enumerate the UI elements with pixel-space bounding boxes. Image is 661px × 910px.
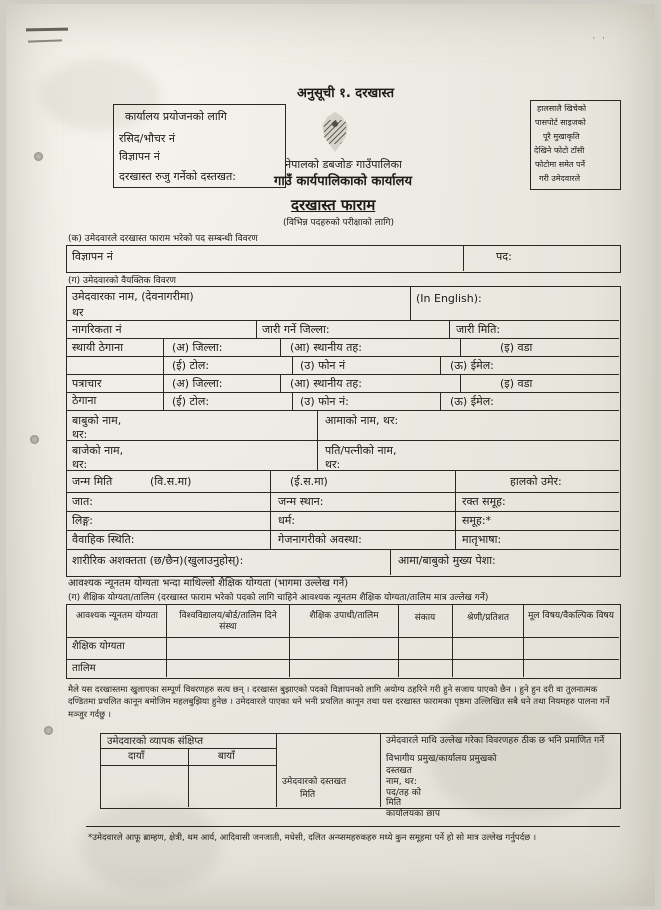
row-divider-dob <box>66 492 619 493</box>
grandfather-name-label: बाजेको नाम, <box>72 444 124 457</box>
parents-occupation-label: आमा/बाबुको मुख्य पेशा: <box>398 554 496 567</box>
current-age-label: हालको उमेर: <box>510 475 562 488</box>
verification-office-seal: कार्यालयका छाप <box>386 809 440 819</box>
col-divider-perm-d <box>440 356 441 374</box>
section-c-label: (ग) शैक्षिक योग्यता/तालिम (दरखास्त फाराम भरेको पदको लागि चाहिने आवश्यक न्यूनतम शैक्षिक योग्यता/तालिम मात्र उल्लेख गर्ने) <box>68 593 489 603</box>
fingerprint-left-label: बायाँ <box>218 751 235 762</box>
candidate-name-label: उमेदवारका नाम, (देवनागरीमा) <box>72 290 194 303</box>
spouse-name-label: पति/पत्नीको नाम, <box>325 444 397 457</box>
row-divider-corr-2 <box>66 410 619 411</box>
permanent-address-label: स्थायी ठेगाना <box>72 341 124 354</box>
section-a-label: (क) उमेदवारले दरखास्त फाराम भरेको पद सम्बन्धी विवरण <box>68 234 258 244</box>
dob-bs-label: जन्म मिति <box>72 475 113 488</box>
edu-header-faculty: संकाय <box>414 613 436 623</box>
corr-tole-label: (ई) टोल: <box>172 395 210 408</box>
group-label: समूह:* <box>462 514 492 527</box>
perm-district-label: (अ) जिल्ला: <box>172 341 223 354</box>
row-divider-perm-2 <box>66 374 619 375</box>
post-label: पद: <box>496 250 512 263</box>
edu-row-qualification: शैक्षिक योग्यता <box>72 641 125 652</box>
col-divider-corr-left <box>163 374 164 410</box>
row-divider-corr-1 <box>66 392 619 393</box>
form-title: दरखास्त फाराम <box>291 196 376 214</box>
row-divider-marital <box>66 549 619 550</box>
row-divider-caste <box>66 511 619 512</box>
perm-ward-label: (इ) वडा <box>500 341 533 354</box>
min-qualification-note: आवश्यक न्यूनतम योग्यता भन्दा माथिल्लो शैक्षिक योग्यता (भागमा उल्लेख गर्ने) <box>68 578 349 589</box>
row-divider-citizenship <box>66 338 619 339</box>
candidate-thar-label: थर <box>72 306 84 319</box>
col-divider-perm-c <box>292 356 293 374</box>
col-divider-dob-2 <box>455 470 456 492</box>
col-divider-cz-1 <box>256 320 257 338</box>
mother-tongue-label: मातृभाषा: <box>462 533 502 546</box>
footer-col-divider <box>380 733 381 807</box>
row-divider-perm-1 <box>66 356 619 357</box>
fingerprint-title: उमेदवारको व्यापक संक्षिप्त <box>107 736 204 747</box>
photo-box-line-4: देखिने फोटो टाँसी <box>534 146 585 155</box>
dob-ad-label: (ई.स.मा) <box>290 475 328 488</box>
gender-label: लिङ्ग: <box>72 514 93 527</box>
verification-date: मिति <box>386 798 402 808</box>
col-divider-perm-b <box>460 338 461 356</box>
edu-col-5 <box>523 604 524 677</box>
advert-no-label: विज्ञापन नं <box>72 250 113 263</box>
corr-phone-label: (उ) फोन नं: <box>300 395 349 408</box>
corr-ward-label: (इ) वडा <box>500 377 533 390</box>
photo-box-line-3: पूरै मुखाकृति <box>543 132 580 141</box>
edu-header-divider <box>66 637 619 638</box>
section-b-label: (ग) उमेदवारको वैयक्तिक विवरण <box>68 276 176 286</box>
col-divider-family <box>317 410 318 470</box>
col-divider-grid-1 <box>270 492 271 549</box>
section-a-divider <box>463 245 464 271</box>
verification-title: उमेदवारले माथि उल्लेख गरेका विवरणहरु ठीक छ भनि प्रमाणित गर्ने <box>386 736 605 746</box>
declaration-text: मैले यस दरखास्तमा खुलाएका सम्पूर्ण विवरणहरु सत्य छन् । दरखास्त बुझाएको पदको विज्ञापनको लागि अयोग्य ठहरिने गरी हुने सजाय पाएको छैन । हुने हुन दरी वा तुलनात्मक दण्डितमा प्रचलित कानून बमोजिम महलबुझिया हुनेछ । उमेदवारले पाएका धने भनी प्रचलित कानून तथा यस दरखास्त फारामका पृष्ठमा उल्लिखित सबै धने तथा नियमहरु पालना गर्ने मञ्जुर गर्दछु । <box>68 685 610 720</box>
grandfather-thar-label: थर: <box>72 458 88 471</box>
photo-box-line-1: हालसालै खिचेको <box>537 104 587 113</box>
mother-name-label: आमाको नाम, थर: <box>325 414 399 427</box>
edu-col-3 <box>398 604 399 677</box>
photo-box-line-2: पासपोर्ट साइजको <box>535 118 586 127</box>
footnote-text: *उमेदवारले आफू ब्राम्हण, क्षेत्री, थम आर्य, आदिवासी जनजाती, मधेसी, दलित अन्य्समहरुकहरु मध्ये कुन समूहमा पर्ने हो सो मात्र उल्लेख गर्नुपर्दछ । <box>88 833 537 843</box>
fingerprint-box-right <box>276 733 277 807</box>
office-advert-no: विज्ञापन नं <box>119 150 160 163</box>
edu-col-1 <box>166 604 167 677</box>
citizenship-status-label: गेजनागरीको अवस्था: <box>278 533 362 546</box>
row-divider-family-2 <box>66 470 619 471</box>
edu-header-subject: मूल विषय/वैकल्पिक विषय <box>528 611 614 621</box>
col-divider-cz-2 <box>449 320 450 338</box>
issue-district-label: जारी गर्ने जिल्ला: <box>262 323 330 336</box>
annex-title: अनुसूची १. दरखास्त <box>297 86 394 101</box>
org-name-line-2: गाउँ कार्यपालिकाको कार्यालय <box>274 174 412 189</box>
col-divider-perm-left <box>163 338 164 374</box>
verification-post: पद/तह को <box>386 788 421 798</box>
corr-email-label: (ऊ) ईमेल: <box>450 395 494 408</box>
office-verifier-signature: दरखास्त रुजु गर्नेको दस्तखत: <box>119 170 236 183</box>
edu-header-min-qualification: आवश्यक न्यूनतम योग्यता <box>75 611 159 621</box>
top-right-marks: · · <box>592 34 607 44</box>
citizenship-no-label: नागरिकता नं <box>72 323 122 336</box>
candidate-name-english-label: (In English): <box>416 292 482 305</box>
spouse-thar-label: थर: <box>325 458 341 471</box>
father-name-label: बाबुको नाम, <box>72 414 122 427</box>
col-divider-corr-a <box>280 374 281 392</box>
perm-phone-label: (उ) फोन नं <box>300 359 346 372</box>
corr-district-label: (अ) जिल्ला: <box>172 377 223 390</box>
col-divider-corr-b <box>460 374 461 392</box>
footnote-rule <box>86 826 620 827</box>
correspondence-address-label-1: पत्राचार <box>72 377 102 390</box>
col-divider-corr-d <box>440 392 441 410</box>
office-receipt-no: रसिद/भौचर नं <box>119 132 175 145</box>
edu-header-degree: शैक्षिक उपाधी/तालिम <box>309 611 379 621</box>
col-divider-name-english <box>410 286 411 320</box>
disability-label: शारीरिक अशक्तता (छ/छैन)(खुलाउनुहोस्): <box>72 554 244 567</box>
candidate-signature-date-label: मिति <box>300 790 316 800</box>
col-divider-dob-1 <box>270 470 271 492</box>
fingerprint-right-label: दायाँ <box>128 751 145 762</box>
verification-subtitle: विभागीय प्रमुख/कार्यालय प्रमुखको <box>386 754 497 764</box>
section-a-box <box>66 245 621 273</box>
col-divider-corr-c <box>292 392 293 410</box>
father-thar-label: थर: <box>72 428 88 441</box>
edu-col-2 <box>289 604 290 677</box>
edu-row-training: तालिम <box>72 663 96 674</box>
edu-col-4 <box>452 604 453 677</box>
candidate-signature-label: उमेदवारको दस्तखत <box>282 777 347 787</box>
perm-local-level-label: (आ) स्थानीय तह: <box>290 341 362 354</box>
col-divider-perm-a <box>280 338 281 356</box>
blood-group-label: रक्त समूह: <box>462 495 506 508</box>
office-use-title: कार्यालय प्रयोजनको लागि <box>125 110 227 123</box>
edu-row-divider <box>66 659 619 660</box>
perm-tole-label: (ई) टोल: <box>172 359 210 372</box>
row-divider-name <box>66 320 619 321</box>
col-divider-disability <box>390 549 391 575</box>
corr-local-level-label: (आ) स्थानीय तह: <box>290 377 362 390</box>
marital-status-label: वैवाहिक स्थिति: <box>72 533 135 546</box>
col-divider-grid-2 <box>455 492 456 549</box>
perm-email-label: (ऊ) ईमेल: <box>450 359 494 372</box>
issue-date-label: जारी मिति: <box>456 323 501 336</box>
photo-box-line-6: गरी उमेदवारले <box>539 174 581 183</box>
form-subtitle: (विभिन्न पदहरुको परीक्षाको लागि) <box>283 218 395 228</box>
row-divider-gender <box>66 530 619 531</box>
verification-name: नाम, थर: <box>386 777 417 787</box>
religion-label: धर्म: <box>278 514 296 527</box>
birthplace-label: जन्म स्थान: <box>278 495 324 508</box>
row-divider-family-1 <box>66 440 619 441</box>
dob-bs-unit-label: (वि.स.मा) <box>150 475 192 488</box>
correspondence-address-label-2: ठेगाना <box>72 394 97 407</box>
org-name-line-1: नेपालको डबजोङ गाउँपालिका <box>285 158 402 171</box>
verification-signature: दस्तखत <box>386 766 412 776</box>
nepal-emblem-icon <box>318 112 352 152</box>
caste-label: जात: <box>72 495 93 508</box>
photo-box-line-5: फोटोमा समेत पर्ने <box>535 160 586 169</box>
edu-header-division: श्रेणी/प्रतिशत <box>466 613 510 623</box>
edu-header-institution: विश्वविद्यालय/बोर्ड/तालिम दिने संस्था <box>179 611 277 633</box>
fingerprint-col-divider <box>188 748 189 807</box>
